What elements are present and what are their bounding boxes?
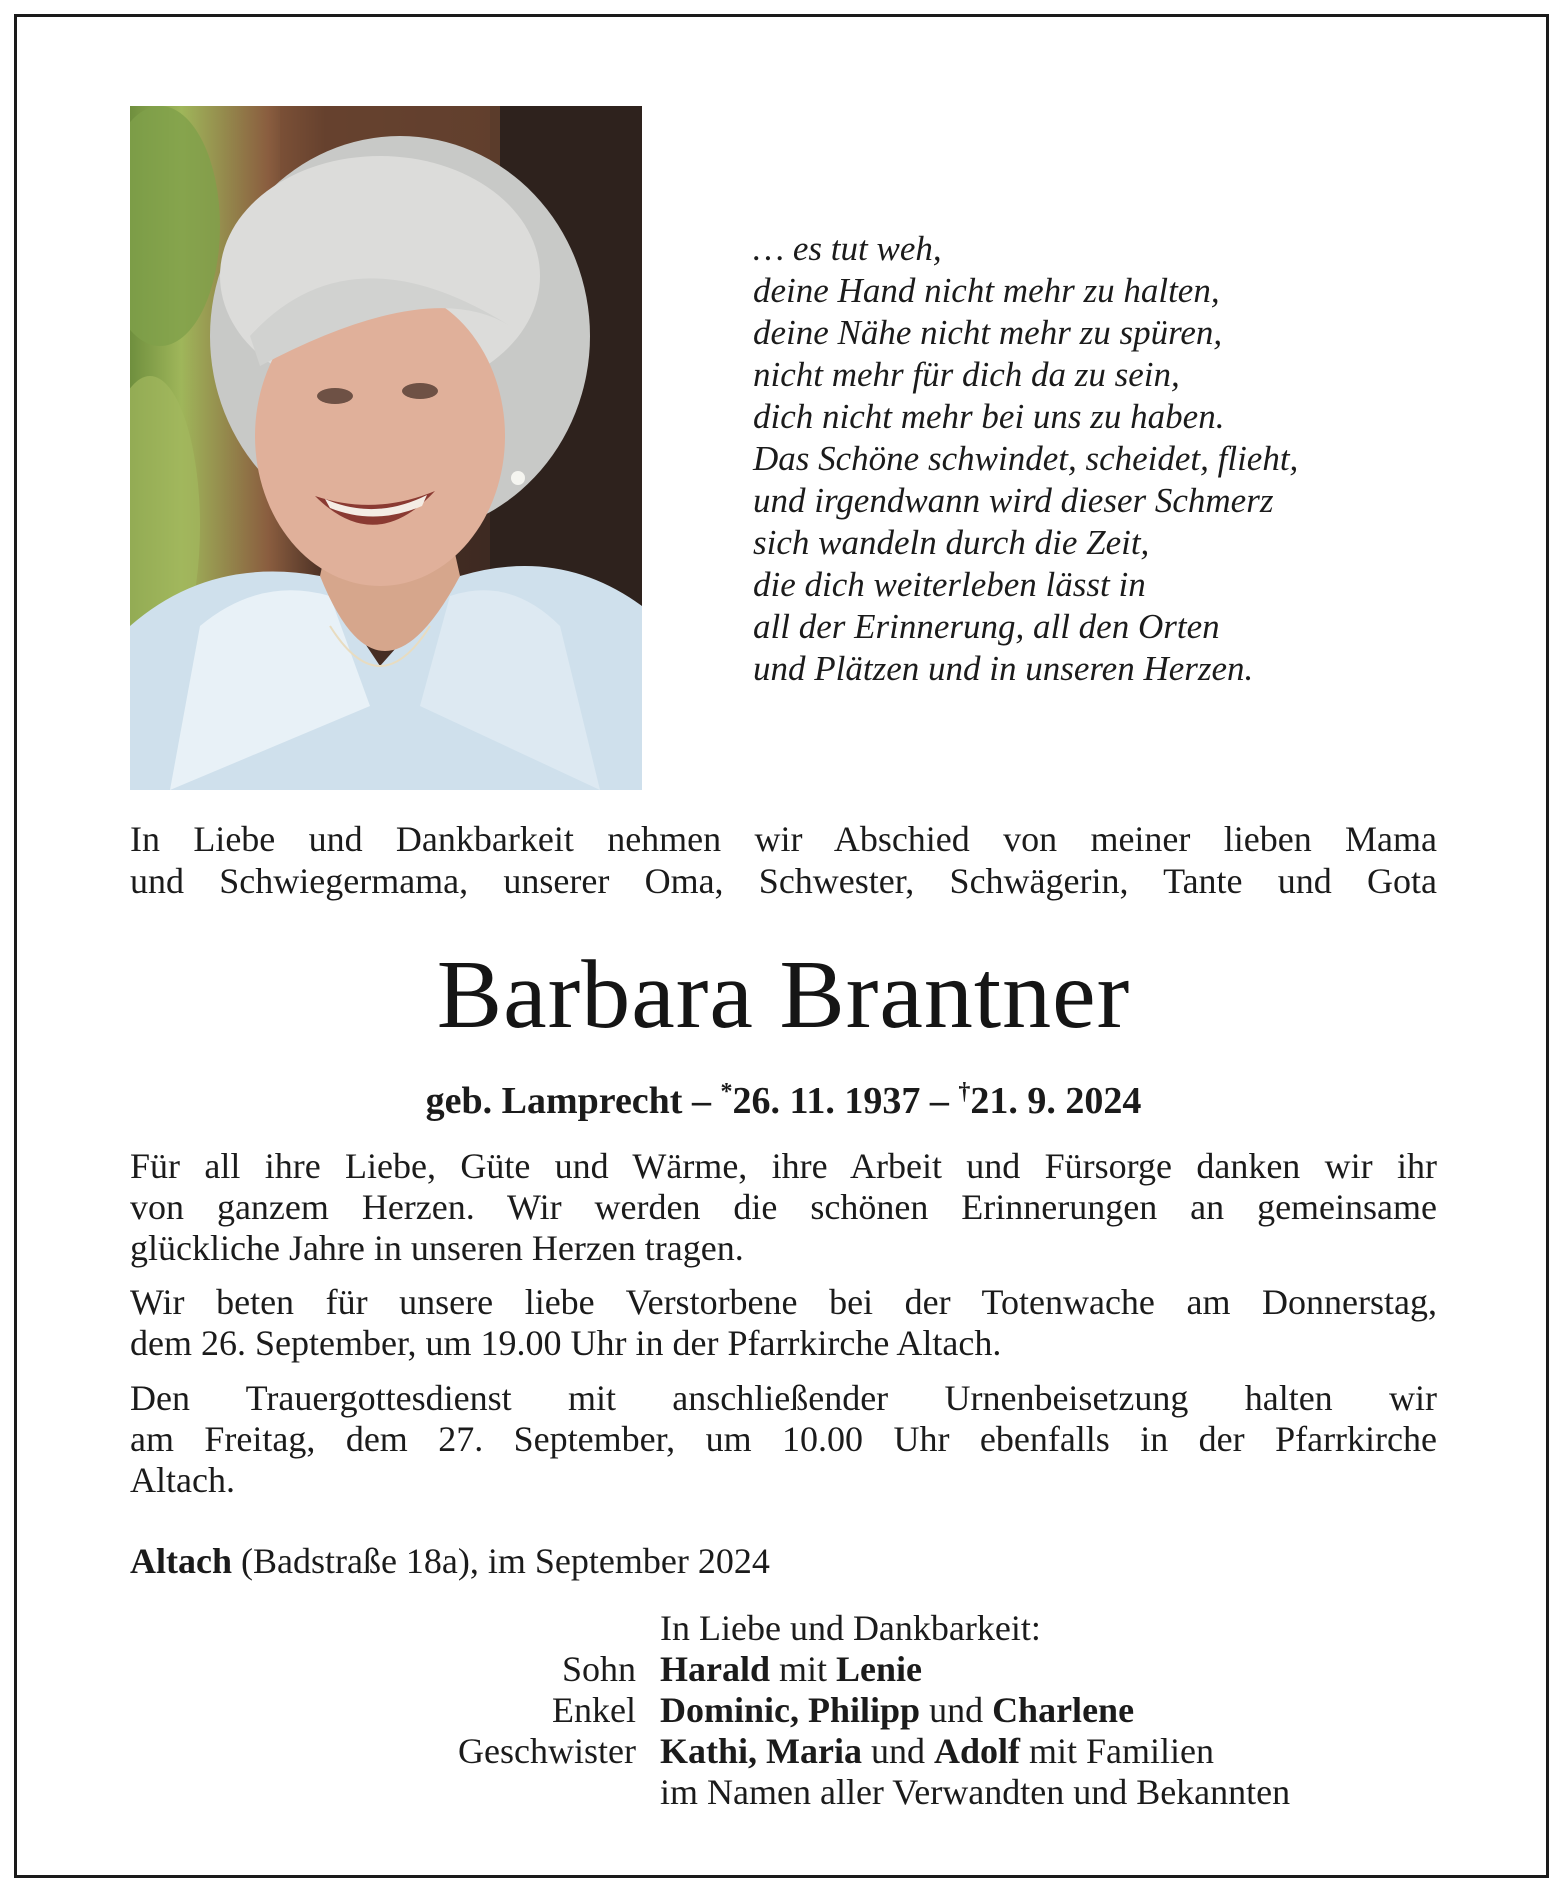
death-date: 21. 9. 2024: [970, 1080, 1142, 1122]
suffix: mit Familien: [1020, 1731, 1214, 1771]
poem-line: dich nicht mehr bei uns zu haben.: [753, 397, 1225, 436]
signatures: [130, 1608, 1440, 1813]
portrait-photo: [130, 106, 642, 790]
role-label: Sohn: [561, 1649, 636, 1689]
paragraph-line: glückliche Jahre in unseren Herzen tragen.: [130, 1228, 744, 1268]
signature-row-siblings: [130, 1731, 1440, 1772]
birth-symbol: *: [720, 1079, 733, 1105]
town-name: Altach: [130, 1541, 232, 1581]
relative-name: Dominic, Philipp: [660, 1690, 921, 1730]
life-dates: [0, 1068, 1567, 1125]
wake-paragraph: [130, 1282, 1437, 1364]
signatures-closing: im Namen aller Verwandten und Bekannten: [660, 1772, 1291, 1812]
poem-line: sich wandeln durch die Zeit,: [753, 523, 1150, 562]
poem-line: und irgendwann wird dieser Schmerz: [753, 481, 1274, 520]
poem-line: … es tut weh,: [753, 229, 942, 268]
paragraph-line: am Freitag, dem 27. September, um 10.00 Uhr ebenfalls in der Pfarrkirche: [130, 1419, 1437, 1459]
paragraph-line: Altach.: [130, 1460, 235, 1500]
signature-row-grandchildren: [130, 1690, 1440, 1731]
poem-line: all der Erinnerung, all den Orten: [753, 607, 1220, 646]
paragraph-line: Für all ihre Liebe, Güte und Wärme, ihre Arbeit und Fürsorge danken wir ihr: [130, 1146, 1437, 1186]
signature-row-son: [130, 1649, 1440, 1690]
poem: [753, 228, 1298, 690]
dash: –: [691, 1080, 711, 1122]
relative-name: Charlene: [992, 1690, 1135, 1730]
joiner: und: [920, 1690, 993, 1730]
poem-line: Das Schöne schwindet, scheidet, flieht,: [753, 439, 1299, 478]
signatures-header: In Liebe und Dankbarkeit:: [660, 1608, 1041, 1648]
intro-line: und Schwiegermama, unserer Oma, Schwester, Schwägerin, Tante und Gota: [130, 861, 1437, 901]
address-date: (Badstraße 18a), im September 2024: [232, 1541, 770, 1581]
role-label: Geschwister: [458, 1731, 636, 1771]
relative-name: Adolf: [933, 1731, 1020, 1771]
poem-line: deine Nähe nicht mehr zu spüren,: [753, 313, 1223, 352]
paragraph-line: Den Trauergottesdienst mit anschließender Urnenbeisetzung halten wir: [130, 1378, 1437, 1418]
poem-line: die dich weiterleben lässt in: [753, 565, 1146, 604]
deceased-name: Barbara Brantner: [436, 941, 1131, 1049]
dash: –: [929, 1080, 949, 1122]
poem-line: deine Hand nicht mehr zu halten,: [753, 271, 1220, 310]
role-label: Enkel: [552, 1690, 636, 1730]
joiner: und: [861, 1731, 934, 1771]
poem-line: nicht mehr für dich da zu sein,: [753, 355, 1180, 394]
poem-line: und Plätzen und in unseren Herzen.: [753, 649, 1254, 688]
paragraph-line: Wir beten für unsere liebe Verstorbene bei der Totenwache am Donnerstag,: [130, 1282, 1437, 1322]
relative-name: Harald: [660, 1649, 771, 1689]
joiner: mit: [770, 1649, 837, 1689]
thanks-paragraph: [130, 1146, 1437, 1269]
paragraph-line: dem 26. September, um 19.00 Uhr in der Pfarrkirche Altach.: [130, 1323, 1002, 1363]
relative-name: Lenie: [836, 1649, 923, 1689]
place-date: [130, 1540, 770, 1582]
intro-text: [130, 818, 1437, 902]
paragraph-line: von ganzem Herzen. Wir werden die schönen Erinnerungen an gemeinsame: [130, 1187, 1437, 1227]
portrait-illustration: [130, 106, 642, 790]
death-symbol: †: [958, 1079, 971, 1105]
intro-line: In Liebe und Dankbarkeit nehmen wir Abschied von meiner lieben Mama: [130, 819, 1437, 859]
funeral-paragraph: [130, 1378, 1437, 1501]
relative-name: Kathi, Maria: [660, 1731, 862, 1771]
birth-date: 26. 11. 1937: [732, 1080, 921, 1122]
birth-name: geb. Lamprecht: [425, 1080, 683, 1122]
